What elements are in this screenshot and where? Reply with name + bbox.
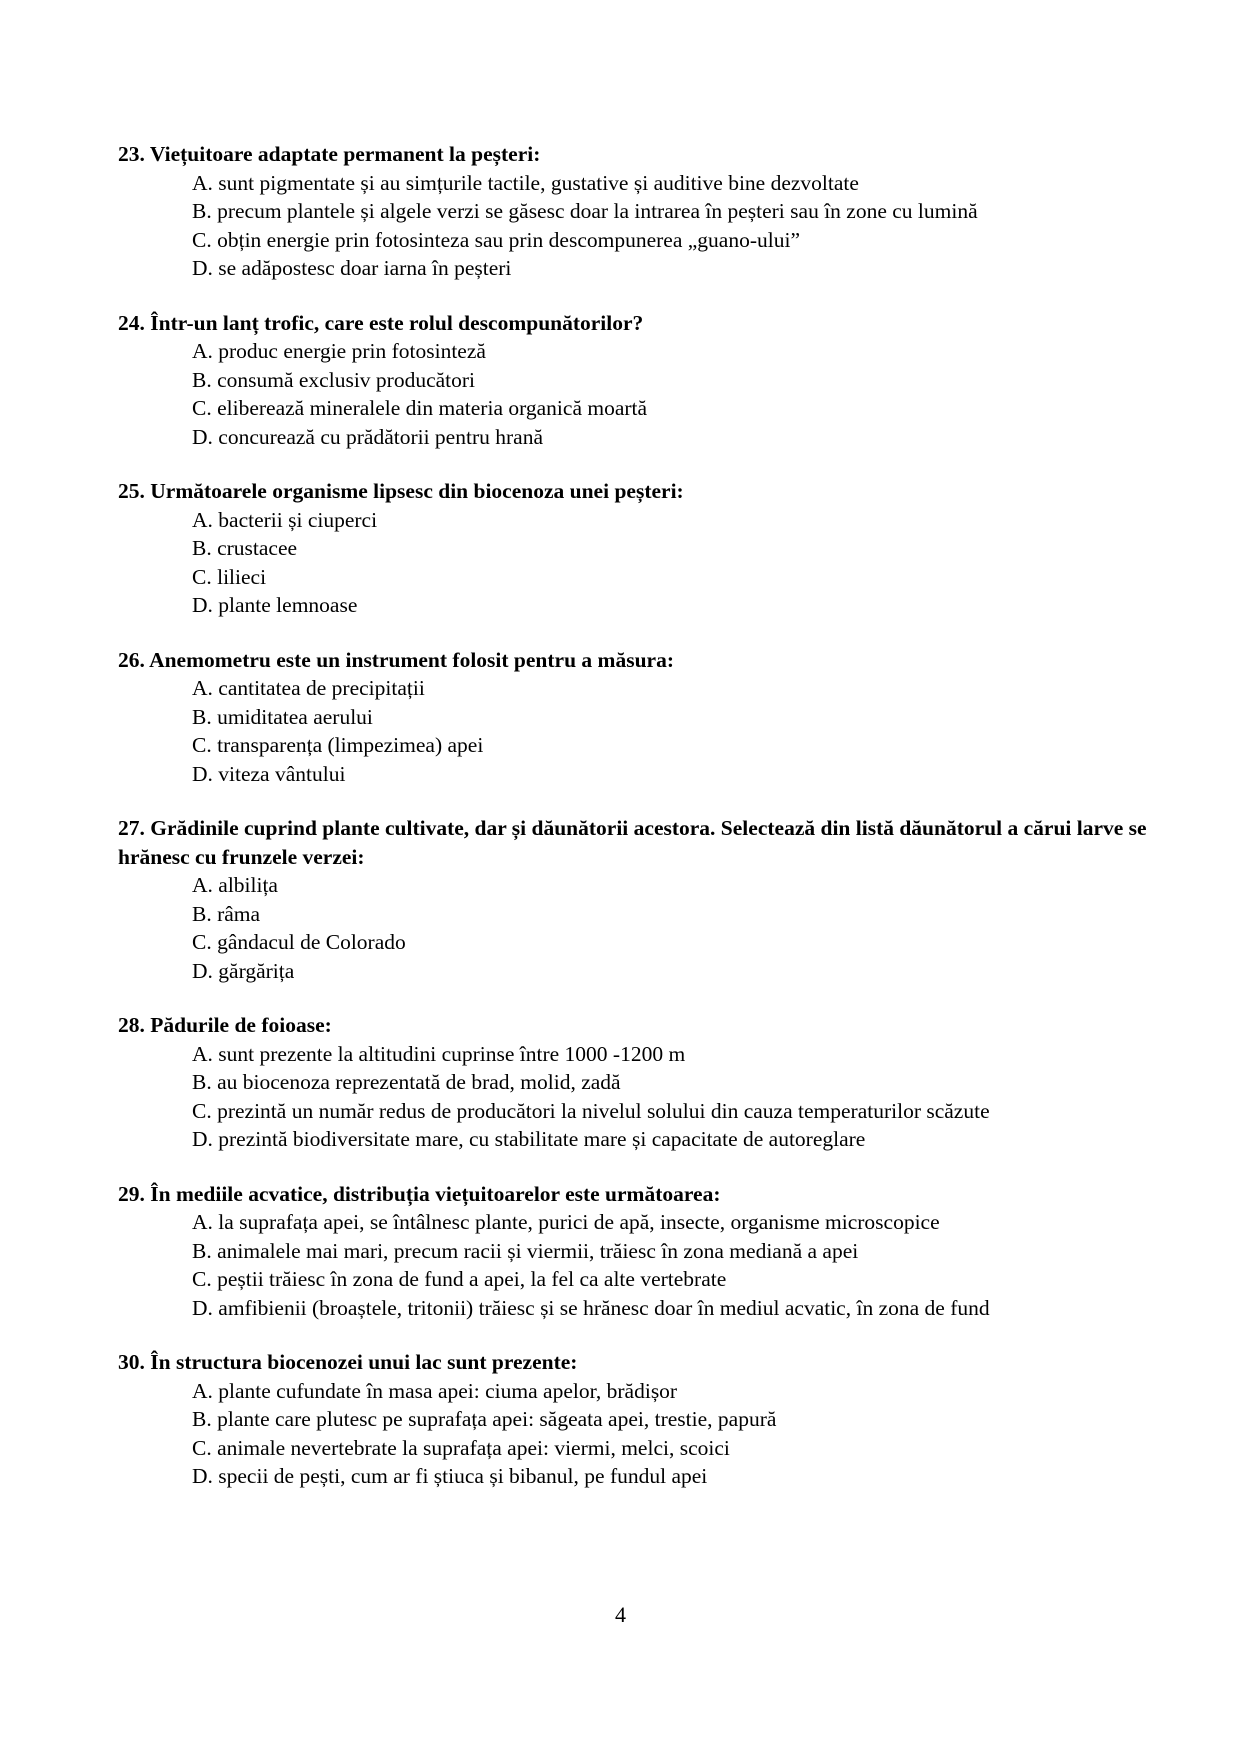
question-29 [118, 1180, 1158, 1323]
answer-option: D. concurează cu prădătorii pentru hrană [192, 424, 543, 449]
question-23 [118, 140, 1158, 283]
answer-options [118, 1040, 1158, 1154]
document-page [118, 140, 1158, 1517]
answer-option: D. gărgărița [192, 958, 295, 983]
answer-option: C. obțin energie prin fotosinteza sau prin descompunerea „guano-ului” [192, 227, 800, 252]
question-title: 24. Într-un lanț trofic, care este rolul descompunătorilor? [118, 310, 644, 335]
answer-option: A. plante cufundate în masa apei: ciuma apelor, brădișor [192, 1378, 678, 1403]
answer-option: D. se adăpostesc doar iarna în peșteri [192, 256, 512, 280]
answer-options [118, 1208, 1158, 1322]
question-title: 29. În mediile acvatice, distribuția viețuitoarelor este următoarea: [118, 1181, 721, 1206]
question-title: 28. Pădurile de foioase: [118, 1013, 332, 1037]
answer-option: B. umiditatea aerului [192, 704, 373, 729]
question-28 [118, 1011, 1158, 1154]
answer-option: D. specii de pești, cum ar fi știuca și bibanul, pe fundul apei [192, 1464, 708, 1488]
answer-option: B. precum plantele și algele verzi se găsesc doar la intrarea în peșteri sau în zone cu lumină [192, 199, 978, 223]
answer-options [118, 1377, 1158, 1491]
question-title: 30. În structura biocenozei unui lac sunt prezente: [118, 1350, 578, 1374]
answer-option: B. animalele mai mari, precum racii și viermii, trăiesc în zona mediană a apei [192, 1238, 859, 1263]
answer-options [118, 871, 1158, 985]
answer-option: D. amfibienii (broaștele, tritonii) trăiesc și se hrănesc doar în mediul acvatic, în zona de fund [192, 1295, 990, 1320]
answer-option: D. prezintă biodiversitate mare, cu stabilitate mare și capacitate de autoreglare [192, 1127, 866, 1151]
answer-option: B. consumă exclusiv producători [192, 367, 476, 392]
question-27 [118, 814, 1158, 985]
answer-options [118, 506, 1158, 620]
page-number: 4 [615, 1602, 626, 1627]
question-30 [118, 1348, 1158, 1491]
answer-option: B. au biocenoza reprezentată de brad, molid, zadă [192, 1070, 621, 1094]
answer-options [118, 674, 1158, 788]
question-26 [118, 646, 1158, 789]
answer-option: A. sunt pigmentate și au simțurile tactile, gustative și auditive bine dezvoltate [192, 170, 859, 195]
answer-option: B. plante care plutesc pe suprafața apei: săgeata apei, trestie, papură [192, 1407, 777, 1431]
answer-option: C. animale nevertebrate la suprafața apei: viermi, melci, scoici [192, 1435, 730, 1460]
answer-option: D. viteza vântului [192, 761, 346, 786]
answer-option: C. eliberează mineralele din materia organică moartă [192, 396, 648, 420]
question-title: 23. Viețuitoare adaptate permanent la peșteri: [118, 142, 541, 166]
answer-option: A. sunt prezente la altitudini cuprinse între 1000 -1200 m [192, 1041, 686, 1066]
question-25 [118, 477, 1158, 620]
question-title: 26. Anemometru este un instrument folosit pentru a măsura: [118, 647, 674, 672]
answer-option: B. râma [192, 901, 261, 926]
answer-option: C. peștii trăiesc în zona de fund a apei, la fel ca alte vertebrate [192, 1267, 727, 1291]
question-title: 25. Următoarele organisme lipsesc din biocenoza unei peșteri: [118, 479, 684, 503]
answer-option: C. lilieci [192, 564, 267, 589]
answer-option: A. bacterii și ciuperci [192, 507, 378, 532]
answer-option: D. plante lemnoase [192, 593, 358, 617]
answer-options [118, 169, 1158, 283]
question-24 [118, 309, 1158, 452]
answer-option: B. crustacee [192, 536, 298, 560]
question-title: 27. Grădinile cuprind plante cultivate, dar și dăunătorii acestora. Selectează din listă dăunătorul a cărui larve se hrănesc cu frunzele verzei: [118, 816, 1147, 869]
answer-options [118, 337, 1158, 451]
answer-option: A. cantitatea de precipitații [192, 676, 425, 700]
answer-option: C. gândacul de Colorado [192, 930, 406, 954]
answer-option: A. la suprafața apei, se întâlnesc plante, purici de apă, insecte, organisme microscopice [192, 1210, 940, 1234]
answer-option: C. prezintă un număr redus de producători la nivelul solului din cauza temperaturilor scăzute [192, 1098, 990, 1123]
answer-option: A. produc energie prin fotosinteză [192, 339, 486, 363]
answer-option: C. transparența (limpezimea) apei [192, 733, 484, 757]
answer-option: A. albilița [192, 873, 278, 897]
